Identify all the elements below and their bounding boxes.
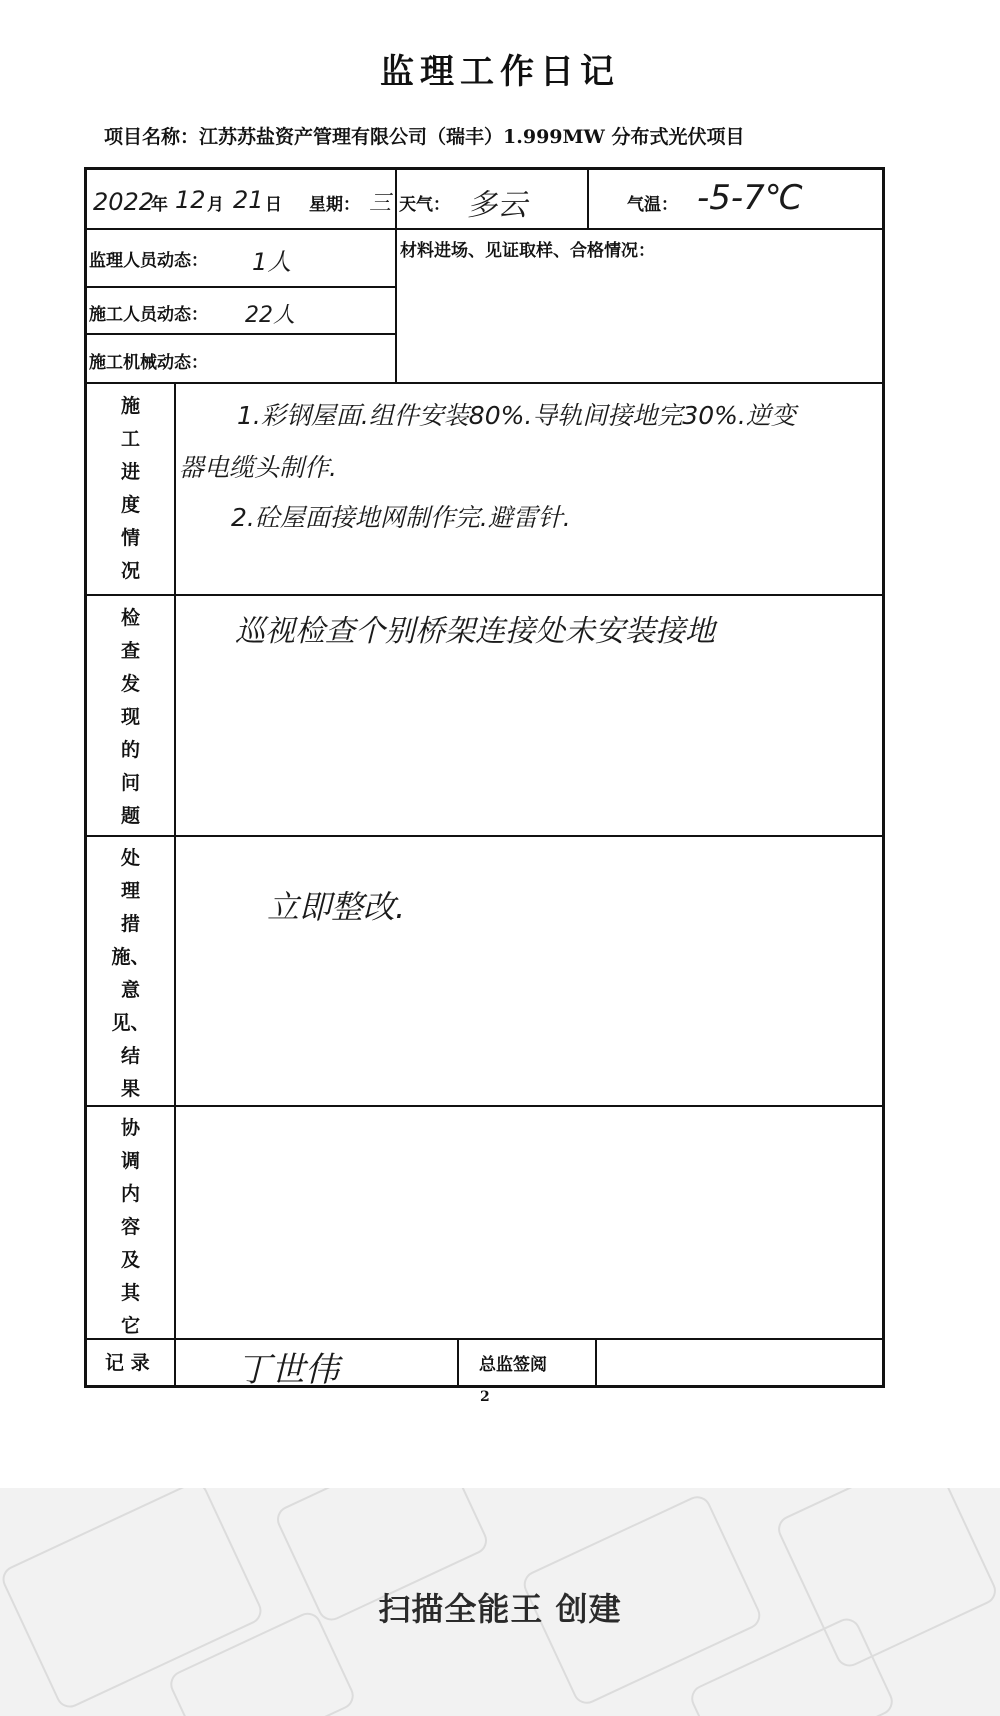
- weather-value: 多云: [467, 188, 527, 223]
- measures-text: 立即整改.: [267, 888, 406, 926]
- machinery-label: 施工机械动态：: [89, 353, 208, 373]
- progress-line-3: 2.砼屋面接地网制作完.避雷针.: [231, 503, 571, 532]
- page-number: 2: [480, 1389, 490, 1405]
- date-year: 2022: [93, 188, 155, 216]
- diary-form: [84, 167, 885, 1388]
- temperature-value: -5-7℃: [697, 178, 803, 218]
- scanner-footer: [0, 1488, 1000, 1716]
- progress-line-1: 1.彩钢屋面.组件安装80%.导轨间接地完30%.逆变: [237, 401, 796, 430]
- measures-section-label: 处 理 措 施、 意 见、 结 果: [111, 847, 150, 1100]
- worker-value: 22人: [245, 303, 295, 328]
- month-label: 月: [207, 195, 224, 215]
- issues-section-label: 检 查 发 现 的 问 题: [120, 607, 140, 827]
- recorder-label: 记 录: [105, 1352, 150, 1374]
- recorder-signature: 丁世伟: [237, 1350, 339, 1390]
- project-name: 江苏苏盐资产管理有限公司（瑞丰）1.999MW 分布式光伏项目: [199, 126, 745, 148]
- weather-label: 天气：: [399, 195, 450, 215]
- issues-text: 巡视检查个别桥架连接处未安装接地: [235, 614, 715, 649]
- day-label: 日: [265, 195, 282, 215]
- weekday-value: 三: [369, 191, 392, 216]
- chief-label: 总监签阅: [479, 1355, 547, 1375]
- footer-text: 扫描全能王 创建: [378, 1590, 622, 1628]
- project-line: [104, 122, 745, 149]
- supervisor-value: 1人: [252, 248, 292, 276]
- coordination-section-label: 协 调 内 容 及 其 它: [120, 1117, 140, 1337]
- temperature-label: 气温：: [627, 195, 678, 215]
- project-label: 项目名称：: [104, 126, 200, 148]
- date-day: 21: [233, 186, 264, 214]
- supervisor-label: 监理人员动态：: [89, 251, 208, 271]
- year-label: 年: [151, 195, 168, 215]
- materials-label: 材料进场、见证取样、合格情况：: [400, 241, 655, 261]
- progress-line-2: 器电缆头制作.: [179, 453, 337, 482]
- date-month: 12: [175, 186, 206, 214]
- worker-label: 施工人员动态：: [89, 305, 208, 325]
- weekday-label: 星期：: [309, 195, 360, 215]
- document-title: 监理工作日记: [380, 52, 620, 92]
- progress-section-label: 施 工 进 度 情 况: [120, 395, 140, 582]
